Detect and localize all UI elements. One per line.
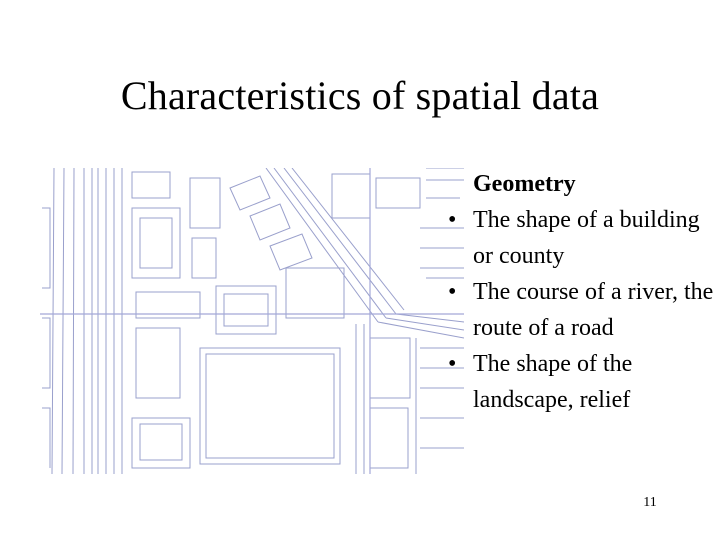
blocks-right xyxy=(370,338,410,468)
street-map-drawing xyxy=(40,168,464,474)
bullet-heading xyxy=(440,166,715,202)
bullet-glyph: • xyxy=(448,279,457,305)
slide-title: Characteristics of spatial data xyxy=(120,73,600,118)
left-strip-lots xyxy=(42,208,50,468)
bullet-item xyxy=(440,202,715,274)
building-upper-left xyxy=(140,218,172,268)
map-linework xyxy=(42,168,464,474)
map-crosshair xyxy=(40,168,464,474)
bullet-glyph: • xyxy=(448,207,457,233)
street-map-image xyxy=(40,168,464,474)
central-courtyard xyxy=(200,348,340,464)
diagonal-railway xyxy=(266,168,404,322)
block-lower-left xyxy=(132,418,190,468)
page-number: 11 xyxy=(643,495,657,510)
block-upper-middle xyxy=(190,178,220,278)
bullet-list xyxy=(440,166,715,418)
block-middle xyxy=(216,286,276,334)
bullet-item xyxy=(440,346,715,418)
bullet-text: The shape of a building or county xyxy=(473,207,700,269)
right-street xyxy=(356,324,364,474)
bullet-text: The shape of the landscape, relief xyxy=(473,351,633,413)
bullet-item xyxy=(440,274,715,346)
left-road xyxy=(52,168,84,474)
block-upper-left xyxy=(132,172,180,278)
bullet-text: The course of a river, the route of a road xyxy=(473,279,714,341)
block-center-right xyxy=(286,268,344,318)
central-courtyard-inner xyxy=(206,354,334,458)
diagonal-buildings xyxy=(230,176,312,270)
inner-road xyxy=(98,168,122,474)
bullet-glyph: • xyxy=(448,351,457,377)
block-middle-left xyxy=(136,292,200,398)
heading-text: Geometry xyxy=(473,171,576,197)
